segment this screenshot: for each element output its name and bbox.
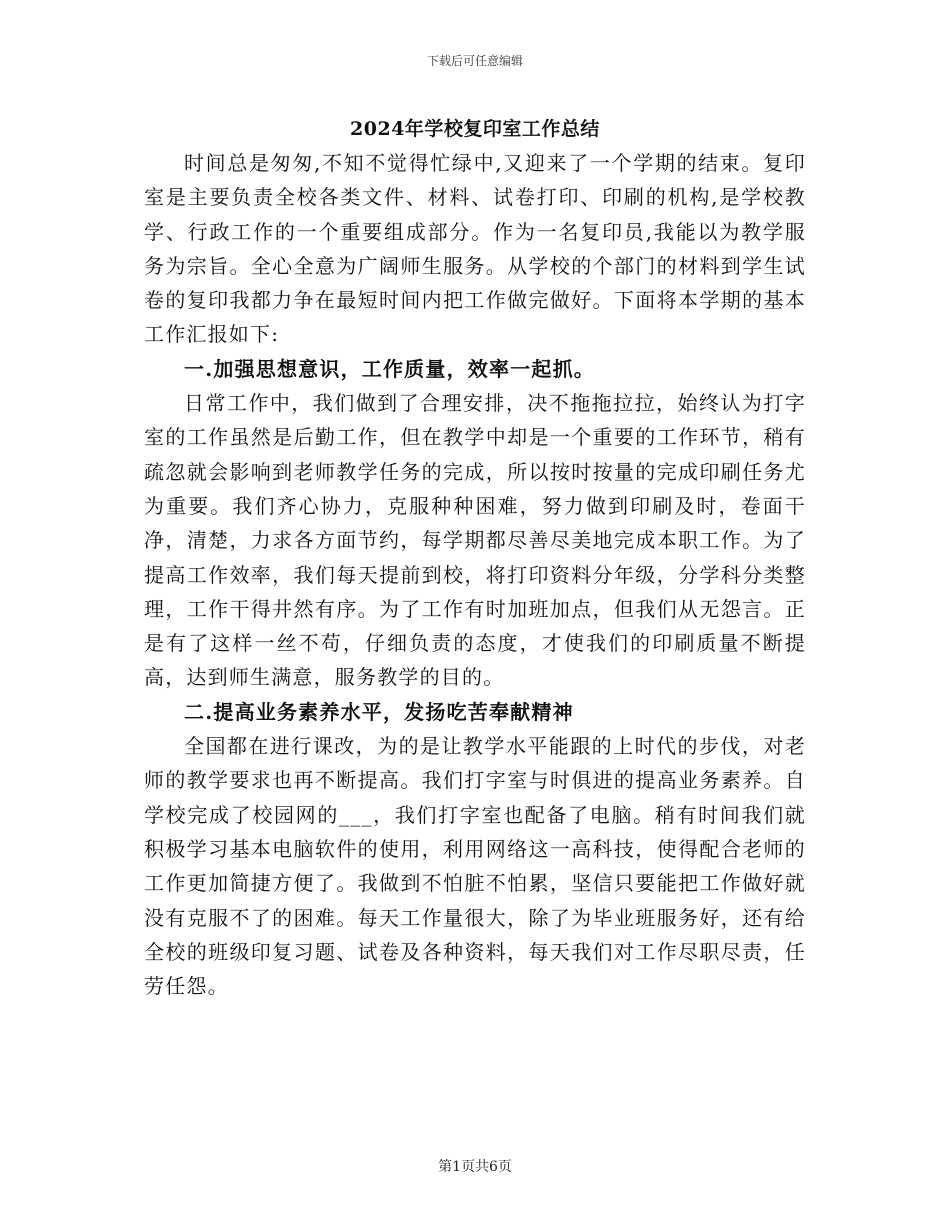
intro-paragraph: 时间总是匆匆,不知不觉得忙绿中,又迎来了一个学期的结束。复印室是主要负责全校各类文件、材料、试卷打印、印刷的机构,是学校教学、行政工作的一个重要组成部分。作为一名复印员,我能以为教学服务为宗旨。全心全意为广阔师生服务。从学校的个部门的材料到学生试卷的复印我都力争在最短时间内把工作做完做好。下面将本学期的基本工作汇报如下: xyxy=(144,151,806,347)
page-header-note: 下载后可任意编辑 xyxy=(426,54,523,68)
document-body xyxy=(144,146,806,1003)
page-number: 第1页共6页 xyxy=(438,1159,512,1175)
section-1-paragraph: 日常工作中，我们做到了合理安排，决不拖拖拉拉，始终认为打字室的工作虽然是后勤工作，但在教学中却是一个重要的工作环节，稍有疏忽就会影响到老师教学任务的完成，所以按时按量的完成印刷任务尤为重要。我们齐心协力，克服种种困难，努力做到印刷及时，卷面干净，清楚，力求各方面节约，每学期都尽善尽美地完成本职工作。为了提高工作效率，我们每天提前到校，将打印资料分年级，分学科分类整理，工作干得井然有序。为了工作有时加班加点，但我们从无怨言。正是有了这样一丝不苟，仔细负责的态度，才使我们的印刷质量不断提高，达到师生满意，服务教学的目的。 xyxy=(144,391,806,690)
document-title: 2024年学校复印室工作总结 xyxy=(350,118,600,140)
section-1-heading: 一.加强思想意识，工作质量，效率一起抓。 xyxy=(184,356,595,381)
section-2-paragraph: 全国都在进行课改，为的是让教学水平能跟的上时代的步伐，对老师的教学要求也再不断提高。我们打字室与时俱进的提高业务素养。自学校完成了校园网的___，我们打字室也配备了电脑。稍有时间我们就积极学习基本电脑软件的使用，利用网络这一高科技，使得配合老师的工作更加简捷方便了。我做到不怕脏不怕累，坚信只要能把工作做好就没有克服不了的困难。每天工作量很大，除了为毕业班服务好，还有给全校的班级印复习题、试卷及各种资料，每天我们对工作尽职尽责，任劳任怨。 xyxy=(144,734,806,999)
section-2-heading: 二.提高业务素养水平，发扬吃苦奉献精神 xyxy=(184,699,574,724)
